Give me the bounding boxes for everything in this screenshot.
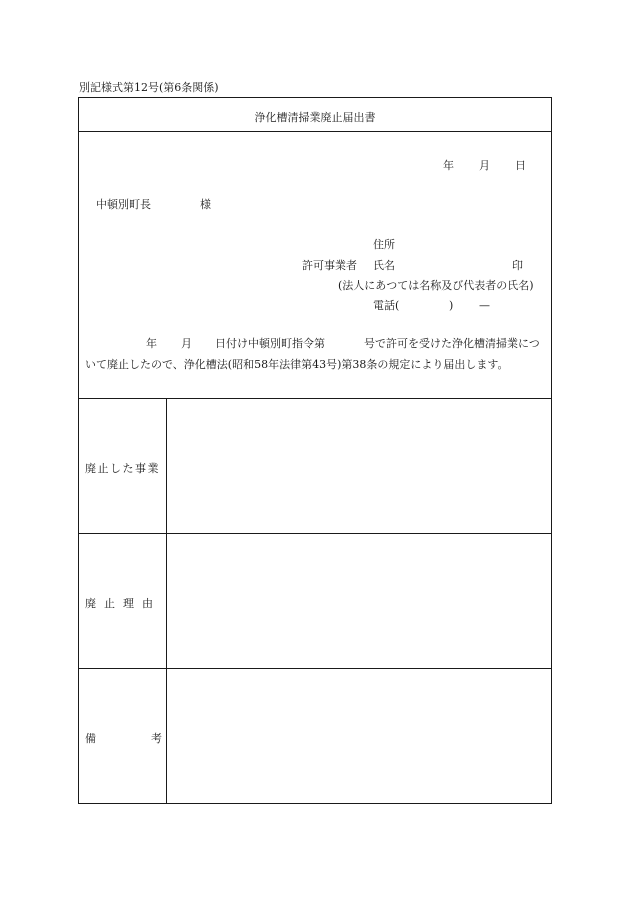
statement-year: 年: [146, 337, 157, 350]
discontinuation-reason-label: 廃 止 理 由: [85, 597, 153, 610]
date-year: 年: [443, 159, 454, 172]
form-frame: [78, 97, 552, 804]
statement-month: 月: [181, 337, 192, 350]
phone-label: 電話(: [373, 299, 400, 312]
corporation-note: (法人にあつては名称及び代表者の氏名): [338, 279, 534, 292]
section-divider: [79, 398, 551, 399]
statement-line2: いて廃止したので、浄化槽法(昭和58年法律第43号)第38条の規定により届出します。: [85, 358, 509, 371]
address-label: 住所: [373, 238, 395, 251]
addressee-honorific: 様: [200, 198, 211, 211]
row-divider-2: [79, 668, 551, 669]
phone-close: ): [449, 299, 454, 312]
name-label: 氏名: [373, 259, 395, 272]
discontinued-business-label: 廃止した事業: [85, 462, 160, 475]
date-day: 日: [515, 159, 526, 172]
remarks-label: 備 考: [85, 732, 162, 745]
applicant-role-label: 許可事業者: [302, 259, 357, 272]
phone-dash: —: [479, 299, 490, 312]
seal-mark: 印: [512, 259, 523, 272]
date-month: 月: [479, 159, 490, 172]
statement-line1-end: 号で許可を受けた浄化槽清掃業につ: [364, 337, 540, 350]
addressee-name: 中頓別町長: [96, 198, 151, 211]
form-reference: 別記様式第12号(第6条関係): [79, 81, 219, 94]
title-divider: [79, 131, 551, 132]
row-divider-1: [79, 533, 551, 534]
form-title: 浄化槽清掃業廃止届出書: [254, 111, 376, 124]
statement-permit-ref: 日付け中頓別町指令第: [215, 337, 325, 350]
